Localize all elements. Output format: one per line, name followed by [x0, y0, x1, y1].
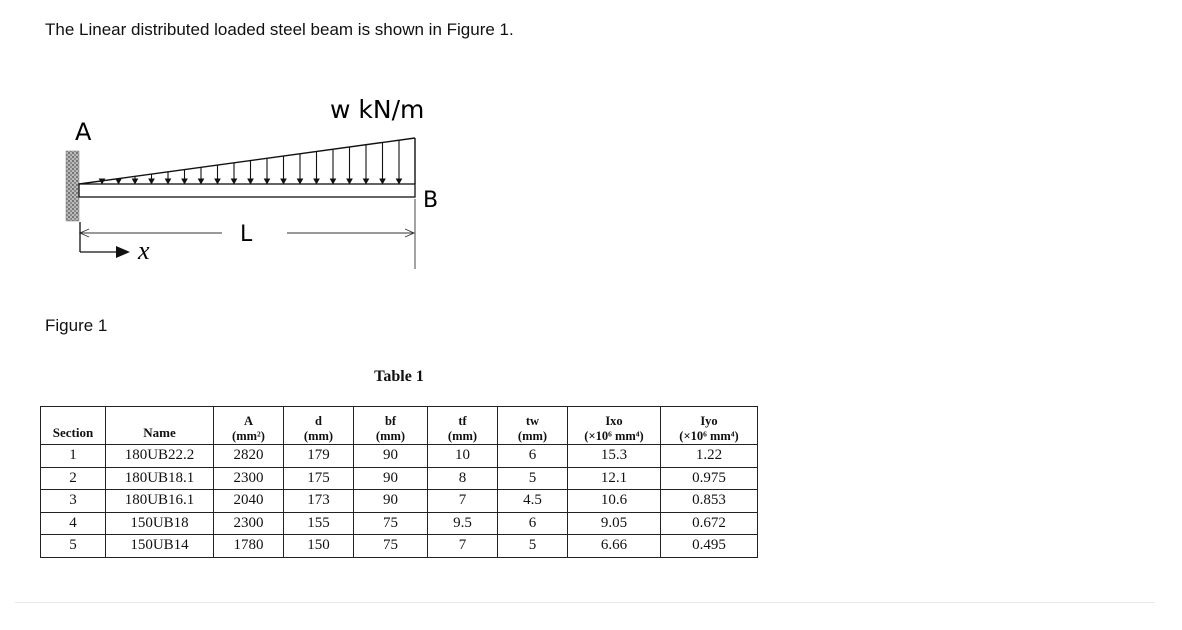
- table-cell: 8: [428, 467, 498, 490]
- table-cell: 3: [41, 490, 106, 513]
- table-cell: 0.672: [661, 512, 758, 535]
- col-depth: d (mm): [284, 407, 354, 445]
- col-section: Section: [41, 407, 106, 445]
- point-b-label: B: [423, 188, 439, 213]
- table-cell: 9.05: [568, 512, 661, 535]
- table-cell: 9.5: [428, 512, 498, 535]
- table-cell: 10.6: [568, 490, 661, 513]
- table-cell: 173: [284, 490, 354, 513]
- col-flange-width: bf (mm): [354, 407, 428, 445]
- table-cell: 2: [41, 467, 106, 490]
- table-cell: 7: [428, 535, 498, 558]
- col-area: A (mm²): [214, 407, 284, 445]
- table-cell: 150UB18: [106, 512, 214, 535]
- table-cell: 0.495: [661, 535, 758, 558]
- section-properties-table: [40, 406, 758, 558]
- table-row: [41, 467, 758, 490]
- intro-text: The Linear distributed loaded steel beam is shown in Figure 1.: [45, 20, 514, 39]
- table-cell: 180UB22.2: [106, 445, 214, 468]
- table-cell: 180UB18.1: [106, 467, 214, 490]
- table-cell: 7: [428, 490, 498, 513]
- table-title: Table 1: [374, 368, 424, 385]
- table-cell: 75: [354, 535, 428, 558]
- table-cell: 75: [354, 512, 428, 535]
- table-cell: 0.853: [661, 490, 758, 513]
- table-row: [41, 445, 758, 468]
- table-cell: 90: [354, 490, 428, 513]
- x-label: x: [138, 236, 150, 265]
- col-iyo: Iyo (×10⁶ mm⁴): [661, 407, 758, 445]
- load-distribution: [79, 138, 415, 184]
- table-cell: 175: [284, 467, 354, 490]
- table-cell: 2040: [214, 490, 284, 513]
- col-name: Name: [106, 407, 214, 445]
- table-cell: 1.22: [661, 445, 758, 468]
- col-web-thickness: tw (mm): [498, 407, 568, 445]
- table-cell: 6: [498, 445, 568, 468]
- table-cell: 12.1: [568, 467, 661, 490]
- col-flange-thickness: tf (mm): [428, 407, 498, 445]
- table-cell: 5: [41, 535, 106, 558]
- point-a-label: A: [75, 118, 92, 146]
- table-cell: 179: [284, 445, 354, 468]
- table-row: [41, 535, 758, 558]
- table-cell: 0.975: [661, 467, 758, 490]
- beam: [79, 184, 415, 197]
- table-cell: 5: [498, 467, 568, 490]
- table-header-row: [41, 407, 758, 445]
- beam-figure: [0, 0, 560, 300]
- fixed-support: [66, 151, 79, 221]
- table-cell: 155: [284, 512, 354, 535]
- length-label: L: [240, 222, 253, 247]
- x-axis-arrow: [80, 222, 130, 258]
- page-divider: [15, 602, 1155, 603]
- table-cell: 90: [354, 467, 428, 490]
- table-cell: 6: [498, 512, 568, 535]
- table-row: [41, 490, 758, 513]
- table-cell: 6.66: [568, 535, 661, 558]
- table-cell: 180UB16.1: [106, 490, 214, 513]
- load-label: w kN/m: [330, 95, 425, 124]
- table-cell: 10: [428, 445, 498, 468]
- col-ixo: Ixo (×10⁶ mm⁴): [568, 407, 661, 445]
- table-cell: 1780: [214, 535, 284, 558]
- table-cell: 90: [354, 445, 428, 468]
- table-cell: 4: [41, 512, 106, 535]
- table-cell: 4.5: [498, 490, 568, 513]
- table-cell: 1: [41, 445, 106, 468]
- table-cell: 15.3: [568, 445, 661, 468]
- table-cell: 5: [498, 535, 568, 558]
- table-row: [41, 512, 758, 535]
- table-cell: 2300: [214, 467, 284, 490]
- table-cell: 150: [284, 535, 354, 558]
- table-cell: 150UB14: [106, 535, 214, 558]
- figure-caption: Figure 1: [45, 316, 108, 335]
- table-cell: 2820: [214, 445, 284, 468]
- table-cell: 2300: [214, 512, 284, 535]
